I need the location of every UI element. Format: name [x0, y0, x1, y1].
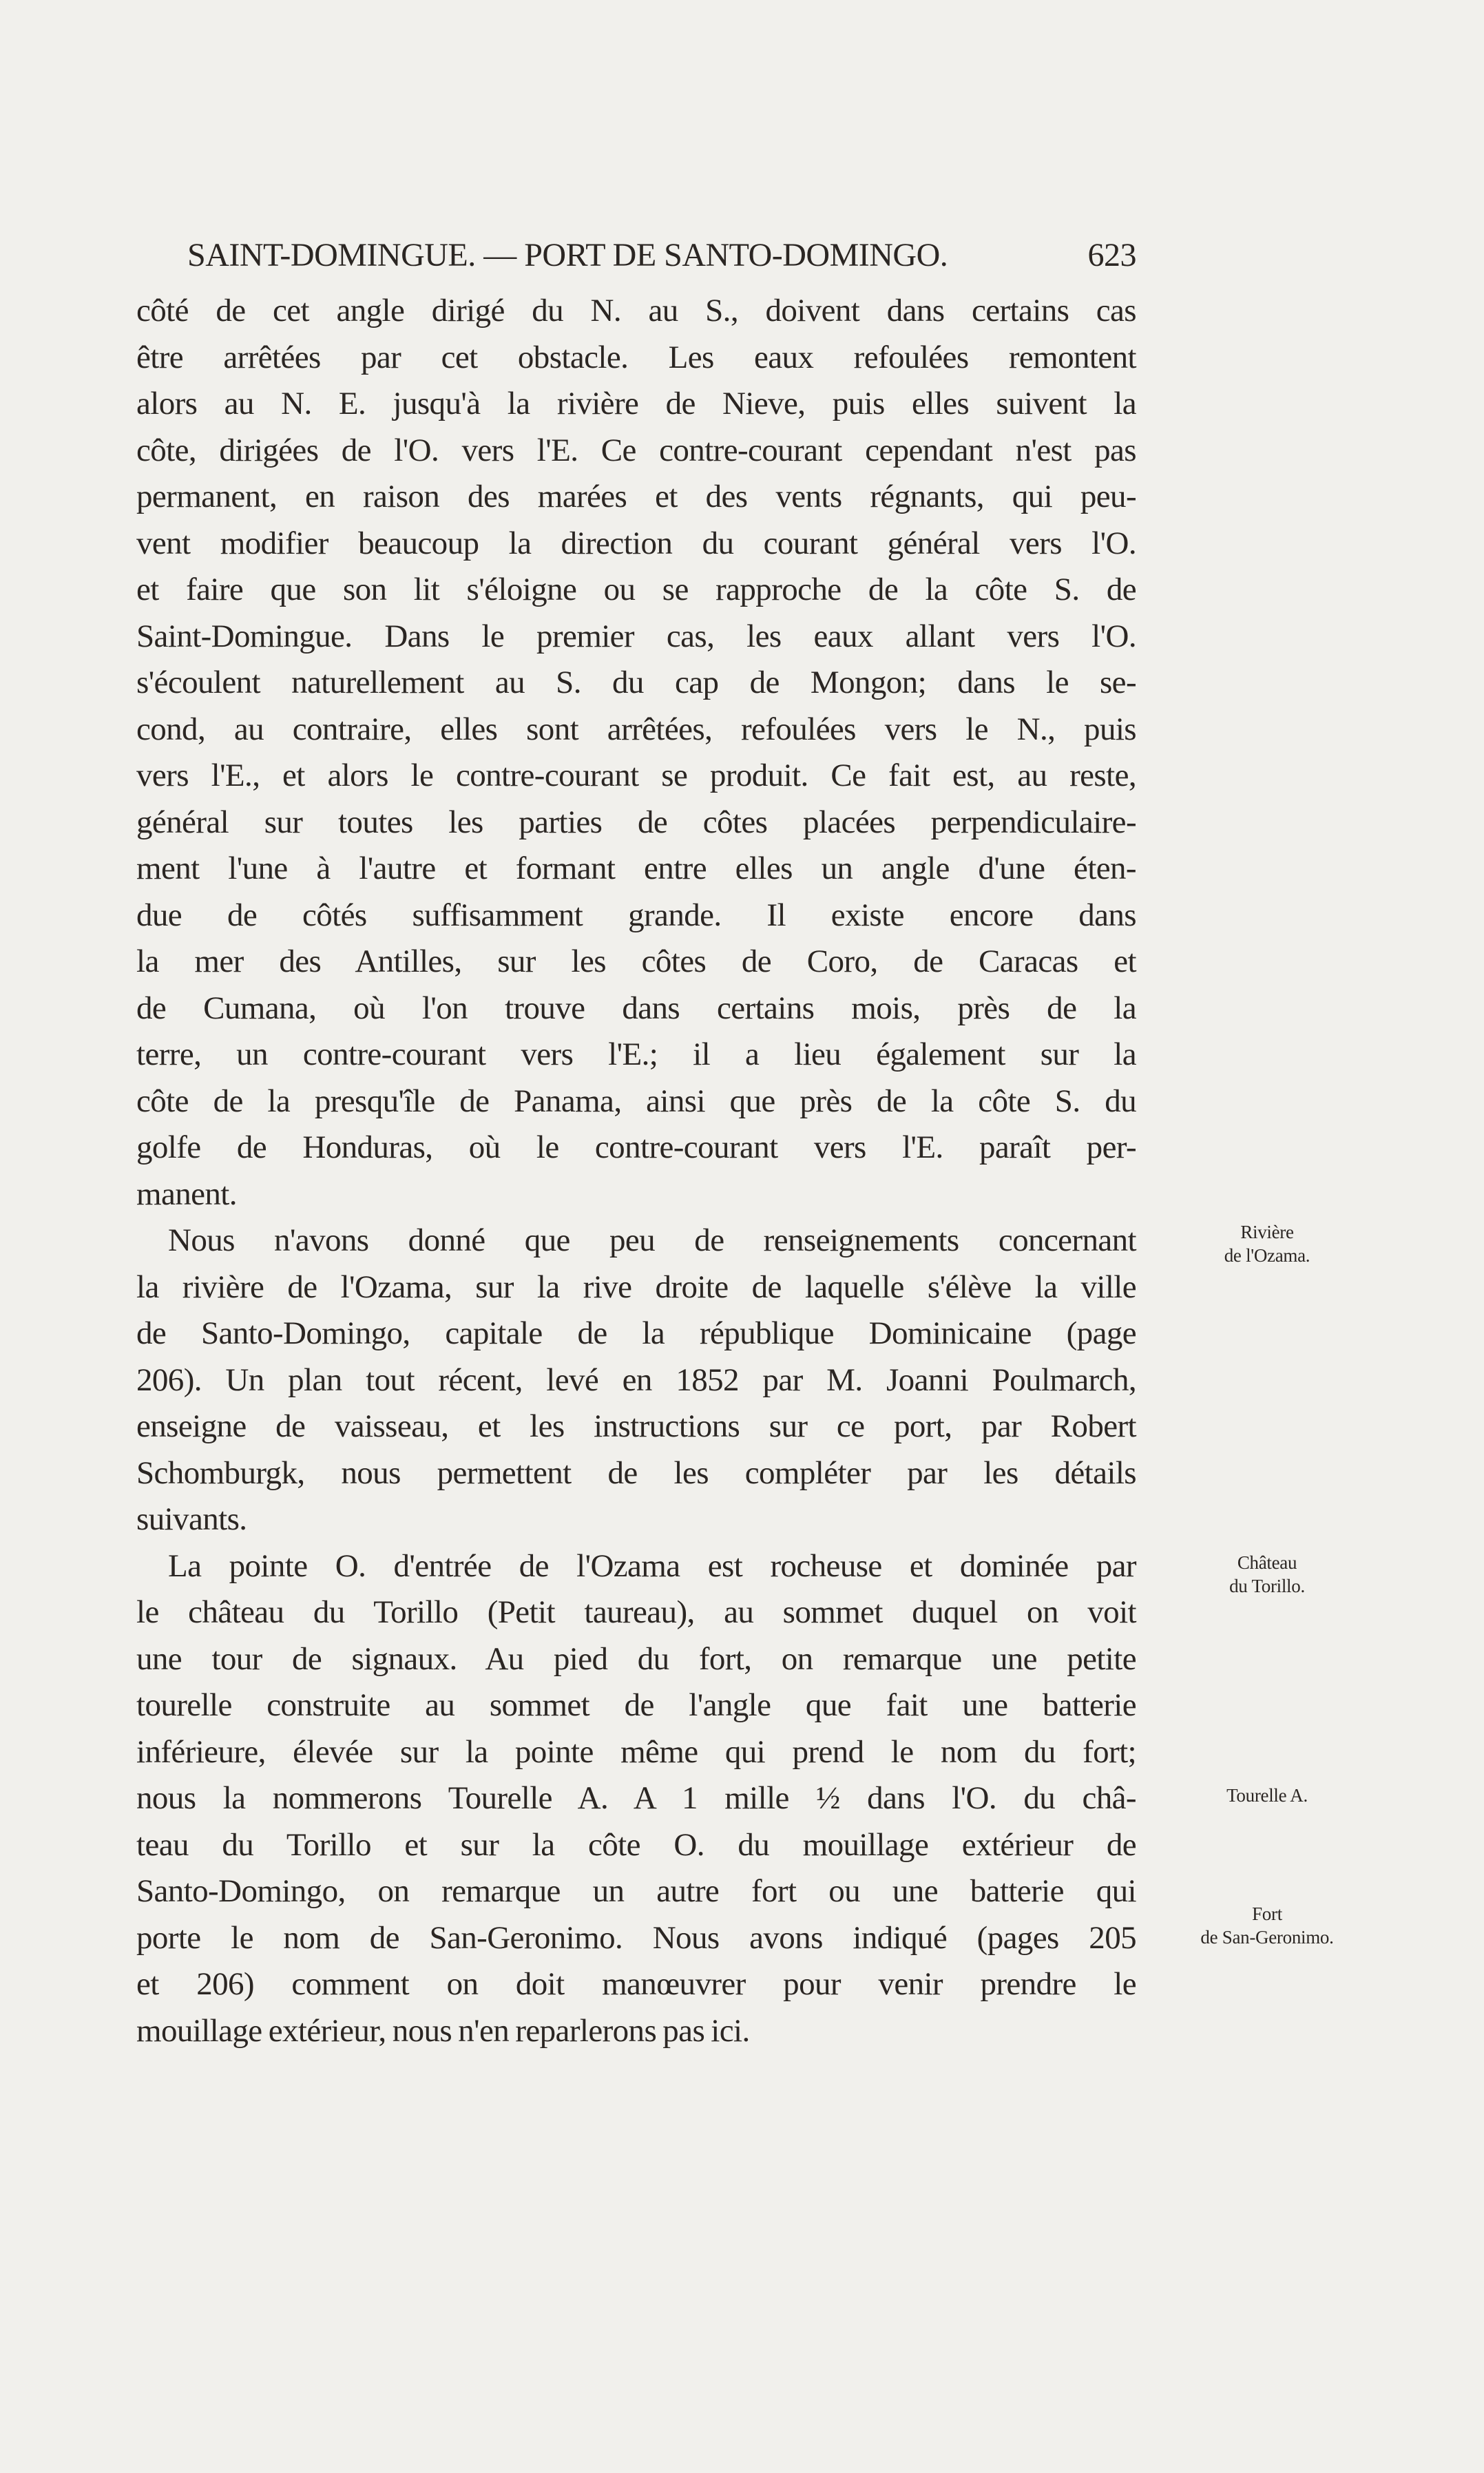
margin-note-chateau [1178, 1551, 1357, 1598]
text-line: manent. [136, 1176, 237, 1212]
text-line: une tour de signaux. Au pied du fort, on remarque une petite [136, 1640, 1136, 1677]
text-line: général sur toutes les parties de côtes placées perpendiculaire- [136, 804, 1136, 840]
running-header [187, 231, 1136, 279]
text-line: côté de cet angle dirigé du N. au S., doivent dans certains cas [136, 293, 1136, 328]
margin-note-line: Château [1237, 1552, 1297, 1573]
text-line: golfe de Honduras, où le contre-courant vers l'E. paraît per- [136, 1129, 1136, 1165]
page-number: 623 [1087, 236, 1136, 273]
text-line: Santo-Domingo, on remarque un autre fort ou une batterie qui [136, 1873, 1136, 1909]
text-line: Schomburgk, nous permettent de les compléter par les détails [136, 1454, 1136, 1491]
text-line: inférieure, élevée sur la pointe même qui prend le nom du fort; [136, 1733, 1136, 1770]
text-line: La pointe O. d'entrée de l'Ozama est rocheuse et dominée par [168, 1547, 1136, 1584]
paragraph [136, 1218, 1136, 1543]
text-line: de Cumana, où l'on trouve dans certains mois, près de la [136, 990, 1136, 1026]
text-line: teau du Torillo et sur la côte O. du mouillage extérieur de [136, 1826, 1136, 1863]
body-text [136, 288, 1136, 2054]
text-line: et 206) comment on doit manœuvrer pour venir prendre le [136, 1966, 1136, 2002]
paragraph [136, 1543, 1136, 2055]
text-line: être arrêtées par cet obstacle. Les eaux refoulées remontent [136, 339, 1136, 375]
margin-note-line: Rivière [1240, 1222, 1294, 1242]
margin-note-line: de l'Ozama. [1224, 1245, 1310, 1266]
text-line: vent modifier beaucoup la direction du courant général vers l'O. [136, 525, 1136, 561]
text-line: la rivière de l'Ozama, sur la rive droite de laquelle s'élève la ville [136, 1269, 1136, 1305]
text-line: Nous n'avons donné que peu de renseignements concernant [168, 1222, 1136, 1258]
text-line: côte, dirigées de l'O. vers l'E. Ce contre-courant cependant n'est pas [136, 432, 1136, 468]
text-line: permanent, en raison des marées et des vents régnants, qui peu- [136, 479, 1136, 514]
running-title: SAINT-DOMINGUE. — PORT DE SANTO-DOMINGO. [187, 236, 948, 273]
margin-note-line: de San-Geronimo. [1200, 1927, 1334, 1948]
text-line: suivants. [136, 1501, 247, 1537]
text-line: s'écoulent naturellement au S. du cap de Mongon; dans le se- [136, 665, 1136, 700]
text-line: de Santo-Domingo, capitale de la république Dominicaine (page [136, 1315, 1136, 1351]
margin-note-line: Tourelle A. [1226, 1785, 1308, 1806]
margin-note-line: du Torillo. [1229, 1576, 1305, 1596]
text-line: due de côtés suffisamment grande. Il existe encore dans [136, 897, 1136, 933]
margin-note-line: Fort [1252, 1903, 1282, 1924]
margin-note-tourelle [1178, 1784, 1357, 1807]
paragraph [136, 288, 1136, 1218]
text-line: la mer des Antilles, sur les côtes de Coro, de Caracas et [136, 943, 1136, 979]
text-line: mouillage extérieur, nous n'en reparlerons pas ici. [136, 2012, 750, 2049]
margin-note-riviere [1178, 1220, 1357, 1267]
text-line: vers l'E., et alors le contre-courant se produit. Ce fait est, au reste, [136, 758, 1136, 793]
text-line: ment l'une à l'autre et formant entre elles un angle d'une éten- [136, 851, 1136, 886]
text-line: côte de la presqu'île de Panama, ainsi que près de la côte S. du [136, 1083, 1136, 1119]
text-line: 206). Un plan tout récent, levé en 1852 par M. Joanni Poulmarch, [136, 1361, 1136, 1398]
text-line: tourelle construite au sommet de l'angle que fait une batterie [136, 1687, 1136, 1723]
text-line: et faire que son lit s'éloigne ou se rapproche de la côte S. de [136, 572, 1136, 607]
margin-note-fort [1178, 1902, 1357, 1949]
text-line: nous la nommerons Tourelle A. A 1 mille ½ dans l'O. du châ- [136, 1780, 1136, 1816]
text-line: terre, un contre-courant vers l'E.; il a lieu également sur la [136, 1036, 1136, 1072]
text-line: cond, au contraire, elles sont arrêtées, refoulées vers le N., puis [136, 711, 1136, 747]
text-line: Saint-Domingue. Dans le premier cas, les eaux allant vers l'O. [136, 618, 1136, 654]
text-line: alors au N. E. jusqu'à la rivière de Nieve, puis elles suivent la [136, 386, 1136, 421]
text-line: le château du Torillo (Petit taureau), au sommet duquel on voit [136, 1594, 1136, 1630]
text-line: enseigne de vaisseau, et les instructions sur ce port, par Robert [136, 1408, 1136, 1444]
text-line: porte le nom de San-Geronimo. Nous avons indiqué (pages 205 [136, 1919, 1136, 1956]
